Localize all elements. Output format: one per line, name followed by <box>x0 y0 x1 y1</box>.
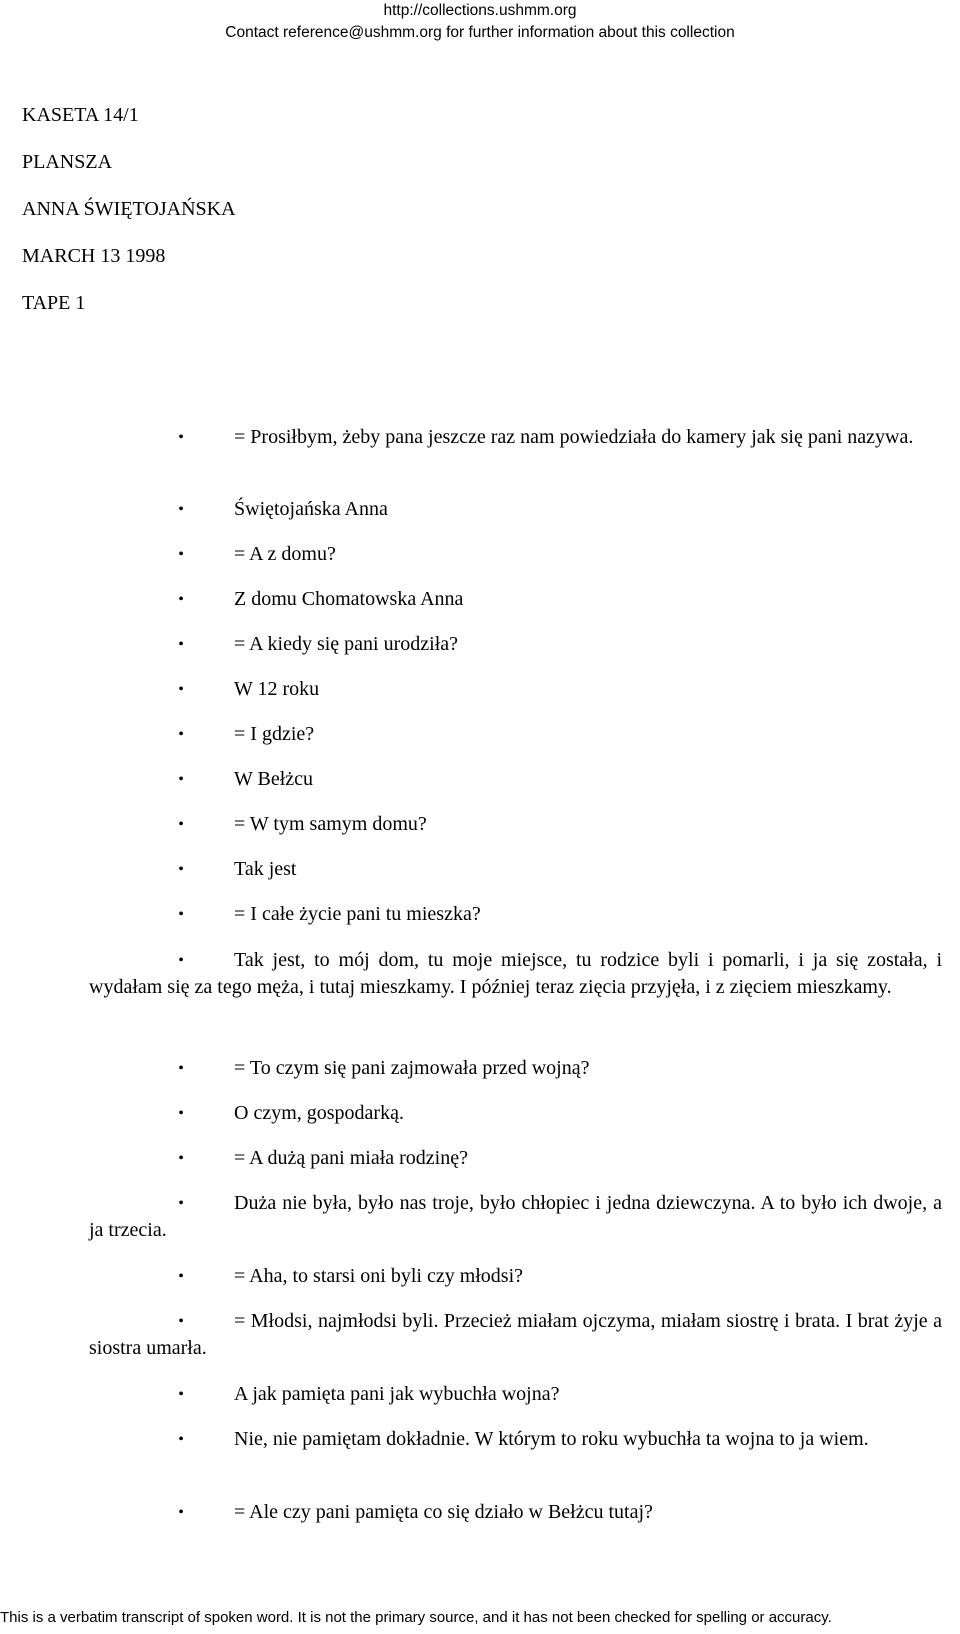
bullet-icon: • <box>178 546 184 563</box>
transcript-text: O czym, gospodarką. <box>234 1102 404 1124</box>
transcript-text: = I gdzie? <box>234 723 315 745</box>
bullet-icon: • <box>178 771 184 788</box>
header-contact: Contact reference@ushmm.org for further information about this collection <box>225 24 735 41</box>
transcript-entry <box>89 1190 942 1244</box>
bullet-icon: • <box>178 1105 184 1122</box>
transcript-text: = Prosiłbym, żeby pana jeszcze raz nam powiedziała do kamery jak się pani nazywa. <box>234 426 914 448</box>
transcript-entry <box>89 947 942 1001</box>
transcript-entry <box>89 1145 942 1172</box>
interview-date: MARCH 13 1998 <box>22 245 166 267</box>
tape-number: TAPE 1 <box>22 292 86 314</box>
transcript-text: Duża nie była, było nas troje, było chłopiec i jedna dziewczyna. A to było ich dwoje, a ja trzecia. <box>89 1192 942 1241</box>
transcript-entry <box>89 901 942 928</box>
transcript-text: A jak pamięta pani jak wybuchła wojna? <box>234 1383 560 1405</box>
transcript-entry <box>89 1308 942 1362</box>
transcript-text: = To czym się pani zajmowała przed wojną? <box>234 1057 590 1079</box>
transcript-text: = Aha, to starsi oni byli czy młodsi? <box>234 1265 524 1287</box>
bullet-icon: • <box>178 861 184 878</box>
bullet-icon: • <box>178 1195 184 1212</box>
transcript-text: = A kiedy się pani urodziła? <box>234 633 459 655</box>
bullet-icon: • <box>178 726 184 743</box>
transcript-entry <box>89 1263 942 1290</box>
transcript-text: Nie, nie pamiętam dokładnie. W którym to roku wybuchła ta wojna to ja wiem. <box>234 1428 869 1450</box>
header-url: http://collections.ushmm.org <box>383 2 577 19</box>
transcript-entry <box>89 676 942 703</box>
bullet-icon: • <box>178 681 184 698</box>
bullet-icon: • <box>178 1313 184 1330</box>
bullet-icon: • <box>178 591 184 608</box>
tape-id: KASETA 14/1 <box>22 104 139 126</box>
transcript-entry <box>89 811 942 838</box>
transcript-text: = I całe życie pani tu mieszka? <box>234 903 481 925</box>
transcript-entry <box>89 766 942 793</box>
transcript-entry <box>89 856 942 883</box>
location: PLANSZA <box>22 151 113 173</box>
bullet-icon: • <box>178 816 184 833</box>
bullet-icon: • <box>178 906 184 923</box>
bullet-icon: • <box>178 952 184 969</box>
transcript-entry <box>89 424 942 451</box>
bullet-icon: • <box>178 1386 184 1403</box>
transcript-text: W Bełżcu <box>234 768 314 790</box>
transcript-text: W 12 roku <box>234 678 320 700</box>
bullet-icon: • <box>178 1060 184 1077</box>
page-footer: This is a verbatim transcript of spoken word. It is not the primary source, and it has not been checked for spelling or accuracy. <box>0 1609 832 1626</box>
transcript-entry <box>89 586 942 613</box>
transcript-entry <box>89 1055 942 1082</box>
bullet-icon: • <box>178 1504 184 1521</box>
transcript-text: Z domu Chomatowska Anna <box>234 588 464 610</box>
transcript-text: Świętojańska Anna <box>234 498 388 520</box>
bullet-icon: • <box>178 636 184 653</box>
interviewee-name: ANNA ŚWIĘTOJAŃSKA <box>22 198 236 220</box>
transcript-entry <box>89 1499 942 1526</box>
page-header <box>0 0 960 44</box>
transcript-entry <box>89 496 942 523</box>
bullet-icon: • <box>178 429 184 446</box>
bullet-icon: • <box>178 501 184 518</box>
transcript-text: = A dużą pani miała rodzinę? <box>234 1147 468 1169</box>
transcript-entry <box>89 631 942 658</box>
transcript-entry <box>89 541 942 568</box>
transcript-text: = Młodsi, najmłodsi byli. Przecież miałam ojczyma, miałam siostrę i brata. I brat żyje a siostra umarła. <box>89 1310 942 1359</box>
bullet-icon: • <box>178 1150 184 1167</box>
bullet-icon: • <box>178 1431 184 1448</box>
transcript-text: Tak jest, to mój dom, tu moje miejsce, tu rodzice byli i pomarli, i ja się została, i wydałam się za tego męża, i tutaj mieszkamy. I później teraz zięcia przyjęła, i z zięciem mieszkamy. <box>89 949 942 998</box>
transcript-entry <box>89 1426 942 1453</box>
transcript-entry <box>89 1381 942 1408</box>
bullet-icon: • <box>178 1268 184 1285</box>
transcript-text: Tak jest <box>234 858 297 880</box>
document-body <box>22 103 942 1523</box>
transcript-entry <box>89 721 942 748</box>
transcript-entry <box>89 1100 942 1127</box>
transcript-text: = Ale czy pani pamięta co się działo w Bełżcu tutaj? <box>234 1501 653 1523</box>
transcript-text: = W tym samym domu? <box>234 813 427 835</box>
transcript-text: = A z domu? <box>234 543 336 565</box>
